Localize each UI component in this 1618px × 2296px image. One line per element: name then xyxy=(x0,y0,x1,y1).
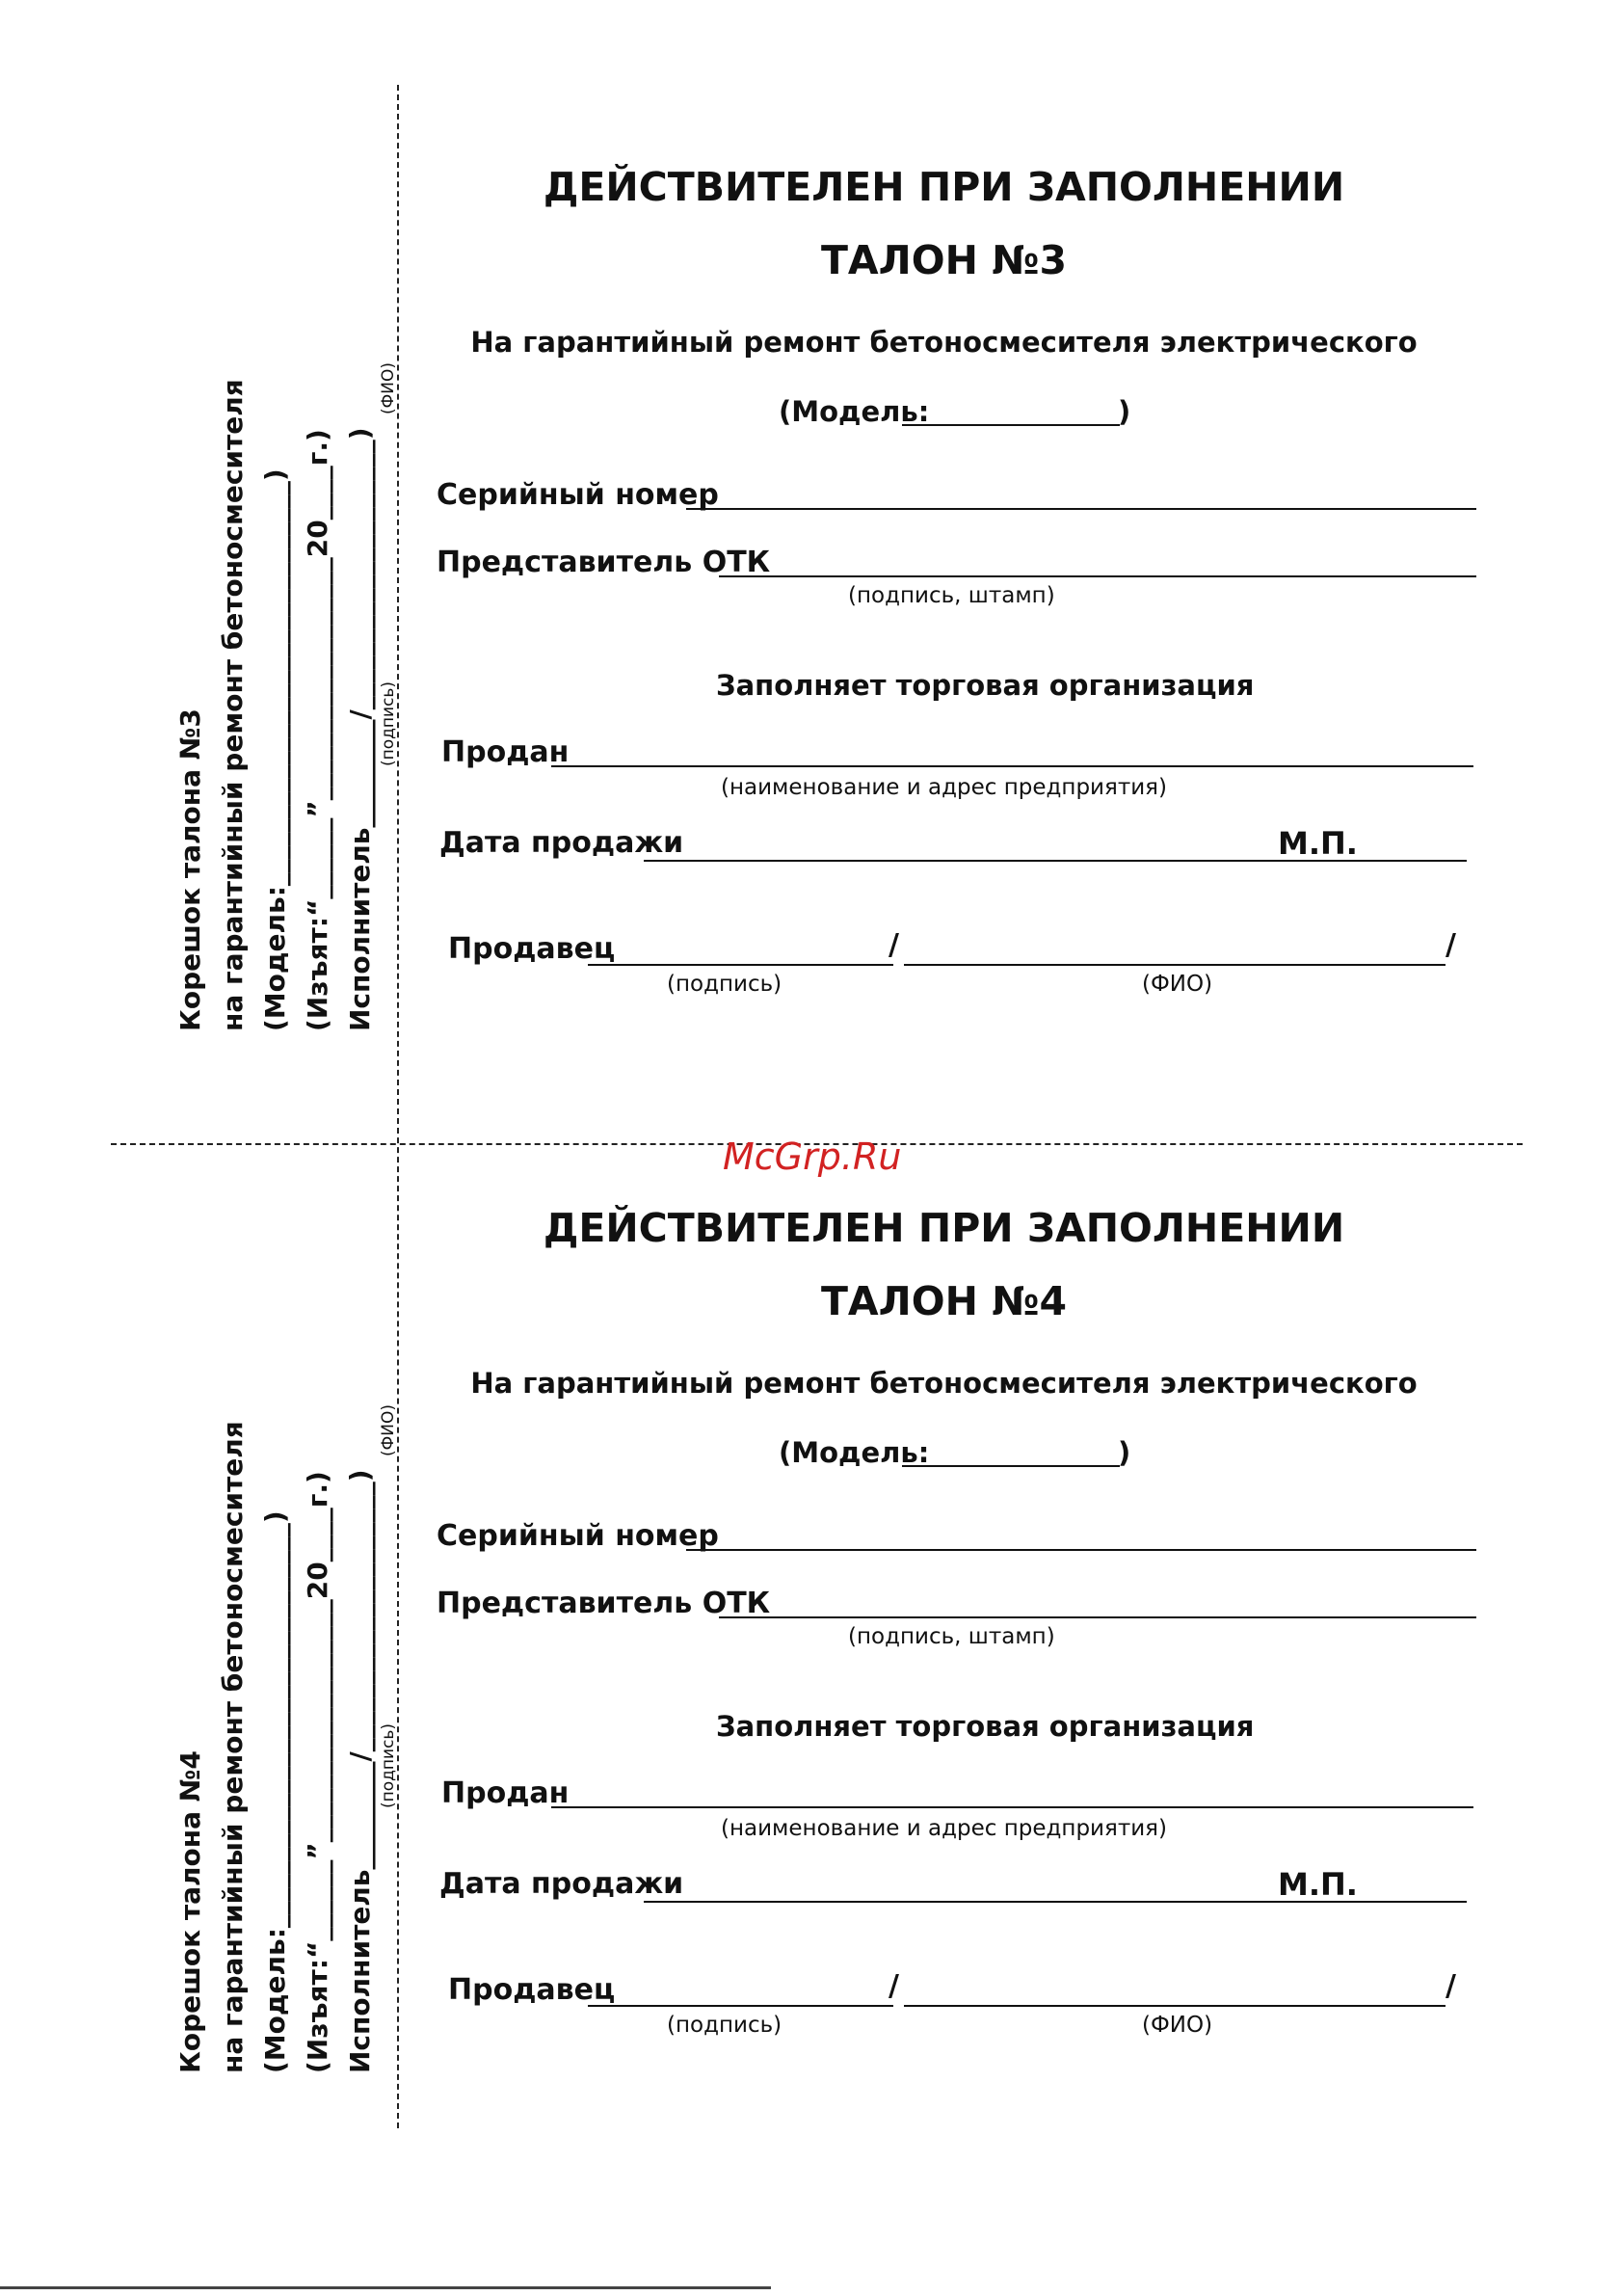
sold-field[interactable] xyxy=(551,1806,1473,1808)
seller-label: Продавец xyxy=(448,1973,616,2007)
seller-sign-field[interactable] xyxy=(588,964,893,966)
serial-label: Серийный номер xyxy=(437,1519,719,1553)
stub-sign-caption: (подпись) xyxy=(379,681,398,766)
serial-label: Серийный номер xyxy=(437,478,719,512)
sold-caption: (наименование и адрес предприятия) xyxy=(721,1816,1167,1841)
stub-removed-line: (Изъят:“______”__________________20____г.) xyxy=(302,429,333,1031)
model-close: ) xyxy=(1118,1436,1131,1469)
coupon-heading: ДЕЙСТВИТЕЛЕН ПРИ ЗАПОЛНЕНИИ xyxy=(543,164,1345,210)
sale-date-label: Дата продажи xyxy=(439,826,684,860)
stamp-label: М.П. xyxy=(1278,825,1358,862)
coupon-title: ТАЛОН №3 xyxy=(820,237,1068,283)
trade-heading: Заполняет торговая организация xyxy=(716,669,1255,702)
sold-caption: (наименование и адрес предприятия) xyxy=(721,775,1167,800)
sale-date-label: Дата продажи xyxy=(439,1867,684,1901)
model-label: (Модель: xyxy=(779,1436,930,1469)
seller-sign-field[interactable] xyxy=(588,2005,893,2007)
stub-subtitle: на гарантийный ремонт бетоносмесителя xyxy=(217,379,249,1031)
stub-model-line: (Модель:______________________________) xyxy=(259,468,291,1031)
otk-label: Представитель ОТК xyxy=(437,1587,771,1620)
otk-field[interactable] xyxy=(719,1616,1476,1618)
otk-field[interactable] xyxy=(719,575,1476,577)
model-label: (Модель: xyxy=(779,395,930,428)
seller-slash-2: / xyxy=(1446,928,1456,962)
coupon-heading: ДЕЙСТВИТЕЛЕН ПРИ ЗАПОЛНЕНИИ xyxy=(543,1205,1345,1251)
sold-label: Продан xyxy=(441,1776,570,1810)
seller-slash-2: / xyxy=(1446,1969,1456,2003)
trade-heading: Заполняет торговая организация xyxy=(716,1710,1255,1743)
coupon-stub xyxy=(169,241,410,1031)
model-field[interactable] xyxy=(902,1465,1120,1467)
serial-field[interactable] xyxy=(686,508,1476,510)
sold-field[interactable] xyxy=(551,765,1473,767)
fio-caption: (ФИО) xyxy=(1142,972,1213,997)
stub-fio-caption: (ФИО) xyxy=(379,1404,398,1456)
stub-title: Корешок талона №3 xyxy=(174,708,206,1031)
serial-field[interactable] xyxy=(686,1549,1476,1551)
model-close: ) xyxy=(1118,395,1131,428)
coupon-stub xyxy=(169,1283,410,2073)
coupon-subtitle: На гарантийный ремонт бетоносмесителя электрического xyxy=(470,326,1418,359)
sign-caption: (подпись) xyxy=(667,972,782,997)
seller-slash-1: / xyxy=(889,928,899,962)
stub-fio-caption: (ФИО) xyxy=(379,362,398,414)
watermark: McGrp.Ru xyxy=(723,1135,902,1178)
stub-executor-line: Исполнитель________/____________________) xyxy=(344,1469,376,2073)
stub-model-line: (Модель:______________________________) xyxy=(259,1510,291,2073)
fio-caption: (ФИО) xyxy=(1142,2013,1213,2038)
page-bottom-rule xyxy=(0,2286,771,2289)
coupon-title: ТАЛОН №4 xyxy=(820,1278,1068,1324)
model-field[interactable] xyxy=(902,424,1120,426)
coupon-subtitle: На гарантийный ремонт бетоносмесителя электрического xyxy=(470,1367,1418,1400)
stub-removed-line: (Изъят:“______”__________________20____г.) xyxy=(302,1471,333,2073)
stub-title: Корешок талона №4 xyxy=(174,1750,206,2073)
otk-caption: (подпись, штамп) xyxy=(848,583,1055,608)
stub-subtitle: на гарантийный ремонт бетоносмесителя xyxy=(217,1421,249,2073)
seller-fio-field[interactable] xyxy=(904,964,1446,966)
stub-sign-caption: (подпись) xyxy=(379,1722,398,1808)
seller-slash-1: / xyxy=(889,1969,899,2003)
otk-label: Представитель ОТК xyxy=(437,546,771,579)
sign-caption: (подпись) xyxy=(667,2013,782,2038)
sold-label: Продан xyxy=(441,735,570,769)
stamp-label: М.П. xyxy=(1278,1866,1358,1903)
seller-fio-field[interactable] xyxy=(904,2005,1446,2007)
stub-executor-line: Исполнитель________/____________________) xyxy=(344,427,376,1031)
otk-caption: (подпись, штамп) xyxy=(848,1624,1055,1649)
seller-label: Продавец xyxy=(448,932,616,966)
